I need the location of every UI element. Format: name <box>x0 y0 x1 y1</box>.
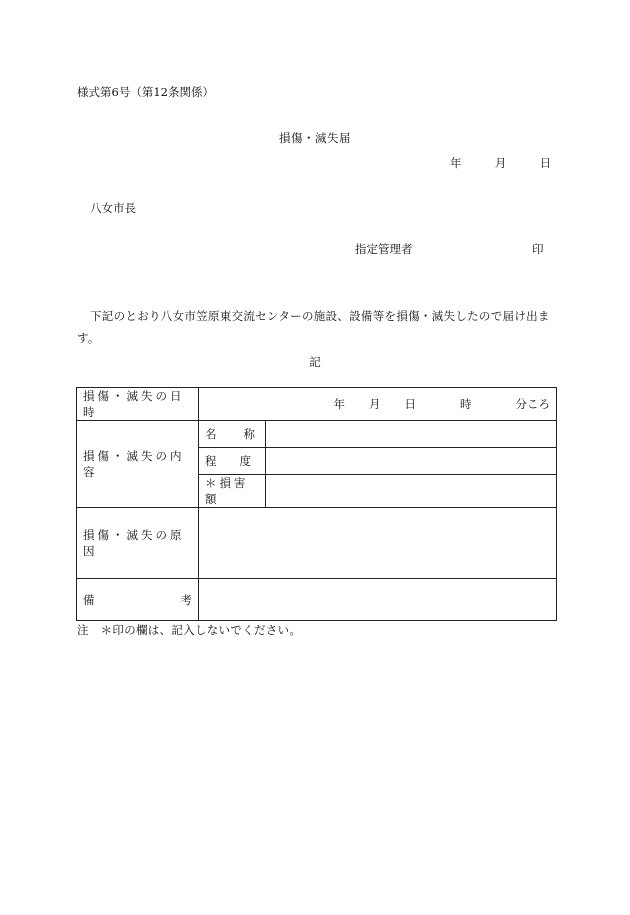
name-field[interactable] <box>266 421 557 448</box>
document-title: 損傷・滅失届 <box>279 131 351 145</box>
seal-mark: 印 <box>532 242 544 256</box>
name-label <box>199 421 266 448</box>
damage-amount-field[interactable] <box>266 475 557 508</box>
degree-label <box>199 448 266 475</box>
remarks-label-b: 考 <box>180 592 192 607</box>
datetime-field[interactable] <box>199 388 557 421</box>
manager-label: 指定管理者 <box>355 242 413 256</box>
datetime-hour: 時 <box>460 397 472 411</box>
form-number: 様式第6号（第12条関係） <box>77 85 214 99</box>
name-label-a: 名 <box>205 427 217 441</box>
date-day-label: 日 <box>539 156 552 170</box>
datetime-label: 損傷・滅失の日時 <box>77 388 199 421</box>
content-row-name <box>77 421 557 448</box>
submission-date-line <box>450 155 551 171</box>
degree-label-b: 度 <box>239 454 251 468</box>
datetime-month: 月 <box>369 397 381 411</box>
name-label-b: 称 <box>243 427 255 441</box>
degree-label-a: 程 <box>205 454 217 468</box>
body-text: 下記のとおり八女市笠原東交流センターの施設、設備等を損傷・滅失したので届け出ます。 <box>77 309 550 345</box>
cause-row <box>77 508 557 579</box>
ki-heading: 記 <box>309 355 321 369</box>
date-month-label: 月 <box>494 156 507 170</box>
damage-amount-label: ＊損害額 <box>199 475 266 508</box>
addressee: 八女市長 <box>90 201 136 215</box>
datetime-minute: 分ころ <box>515 397 550 411</box>
remarks-row <box>77 579 557 621</box>
report-form-table <box>76 387 557 621</box>
remarks-field[interactable] <box>199 579 557 621</box>
degree-field[interactable] <box>266 448 557 475</box>
cause-label: 損傷・滅失の原因 <box>77 508 199 579</box>
remarks-label-a: 備 <box>83 592 95 607</box>
datetime-day: 日 <box>404 397 416 411</box>
datetime-row <box>77 388 557 421</box>
date-year-label: 年 <box>450 156 462 170</box>
content-label: 損傷・滅失の内容 <box>77 421 199 508</box>
footnote: 注 ＊印の欄は、記入しないでください。 <box>77 623 302 637</box>
remarks-label <box>77 579 199 621</box>
cause-field[interactable] <box>199 508 557 579</box>
datetime-year: 年 <box>333 397 345 411</box>
